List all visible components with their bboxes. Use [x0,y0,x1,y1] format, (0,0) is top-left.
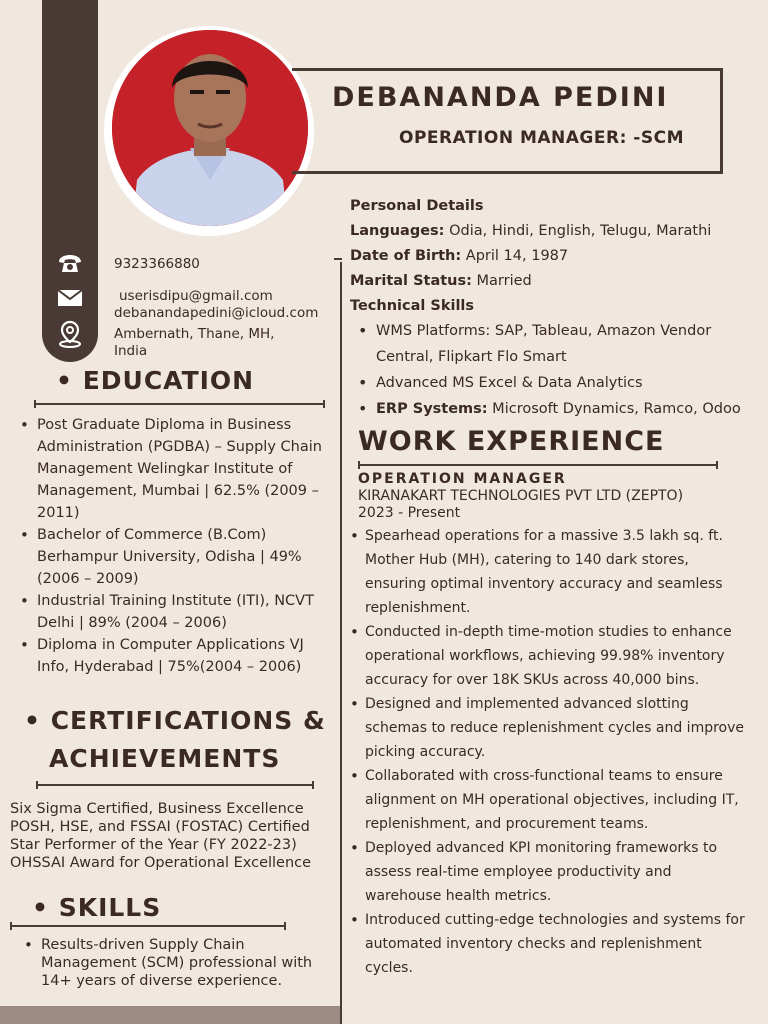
marital-label: Marital Status: [350,273,472,289]
list-item: • Collaborated with cross-functional teams to ensure alignment on MH operational objectives, including IT, replenishment, and procurement teams. [350,764,750,836]
contact-phone: 9323366880 [114,256,200,272]
cert-line: POSH, HSE, and FSSAI (FOSTAC) Certified [10,819,310,835]
list-item: • Deployed advanced KPI monitoring frameworks to assess real-time employee productivity and warehouse health metrics. [350,836,750,908]
dob-value: April 14, 1987 [461,248,569,264]
education-rule [34,403,325,405]
list-item: • Post Graduate Diploma in Business Administration (PGDBA) – Supply Chain Management Welingkar Institute of Management, Mumbai | 62.5% (2009 – 2011) [18,414,338,524]
list-item: • Conducted in-depth time-motion studies to enhance operational workflows, achieving 99.98% inventory accuracy for over 18K SKUs across 40,000 bins. [350,620,750,692]
work-rule [358,464,718,466]
job-period: 2023 - Present [358,505,461,521]
education-list [18,414,338,678]
list-item: • Results-driven Supply Chain Management (SCM) professional with 14+ years of diverse experience. [22,936,318,990]
contact-address-line2: India [114,343,148,359]
footer-bar [0,1006,340,1024]
list-item: • WMS Platforms: SAP, Tableau, Amazon Vendor Central, Flipkart Flo Smart [350,318,762,370]
candidate-name: DEBANANDA PEDINI [332,82,669,113]
list-item: • Diploma in Computer Applications VJ Info, Hyderabad | 75%(2004 – 2006) [18,634,338,678]
skills-heading: • SKILLS [32,893,162,922]
side-strip [42,0,98,362]
profile-photo [112,30,308,226]
contact-email-primary: userisdipu@gmail.com [119,288,273,304]
certifications-rule [36,784,314,786]
personal-heading: Personal Details [350,198,484,214]
list-item: • Introduced cutting-edge technologies and systems for automated inventory checks and replenishment cycles. [350,908,750,980]
cert-line: Six Sigma Certified, Business Excellence [10,801,304,817]
cert-line: Star Performer of the Year (FY 2022-23) [10,837,297,853]
certifications-heading: • CERTIFICATIONS & ACHIEVEMENTS [24,706,326,773]
list-item: • Bachelor of Commerce (B.Com) Berhampur University, Odisha | 49% (2006 – 2009) [18,524,338,590]
list-item: • Designed and implemented advanced slotting schemas to reduce replenishment cycles and improve picking accuracy. [350,692,750,764]
list-item: • Spearhead operations for a massive 3.5 lakh sq. ft. Mother Hub (MH), catering to 140 dark stores, ensuring optimal inventory accuracy and seamless replenishment. [350,524,750,620]
skills-rule [10,925,286,927]
location-icon [42,320,98,352]
phone-icon [42,254,98,278]
contact-email-secondary: debanandapedini@icloud.com [114,305,319,321]
education-heading: • EDUCATION [56,366,255,395]
company-name: KIRANAKART TECHNOLOGIES PVT LTD (ZEPTO) [358,488,684,504]
certifications-list [10,800,340,872]
divider-tick [334,258,342,260]
candidate-role: OPERATION MANAGER: -SCM [399,128,684,148]
languages-label: Languages: [350,223,445,239]
personal-details [350,194,760,319]
skills-list [22,936,318,990]
column-divider [340,262,342,1024]
contact-address-line1: Ambernath, Thane, MH, [114,326,275,342]
dob-label: Date of Birth: [350,248,462,264]
list-item: • Industrial Training Institute (ITI), NCVT Delhi | 89% (2004 – 2006) [18,590,338,634]
languages-value: Odia, Hindi, English, Telugu, Marathi [444,223,712,239]
work-heading: WORK EXPERIENCE [358,426,665,457]
work-responsibilities [350,524,750,980]
list-item: • Advanced MS Excel & Data Analytics [350,370,762,396]
mail-icon [42,289,98,311]
marital-value: Married [471,273,532,289]
technical-skills-list [350,318,762,422]
technical-heading: Technical Skills [350,298,475,314]
job-title: OPERATION MANAGER [358,471,567,487]
list-item: • ERP Systems: Microsoft Dynamics, Ramco, Odoo [350,396,762,422]
cert-line: OHSSAI Award for Operational Excellence [10,855,312,871]
